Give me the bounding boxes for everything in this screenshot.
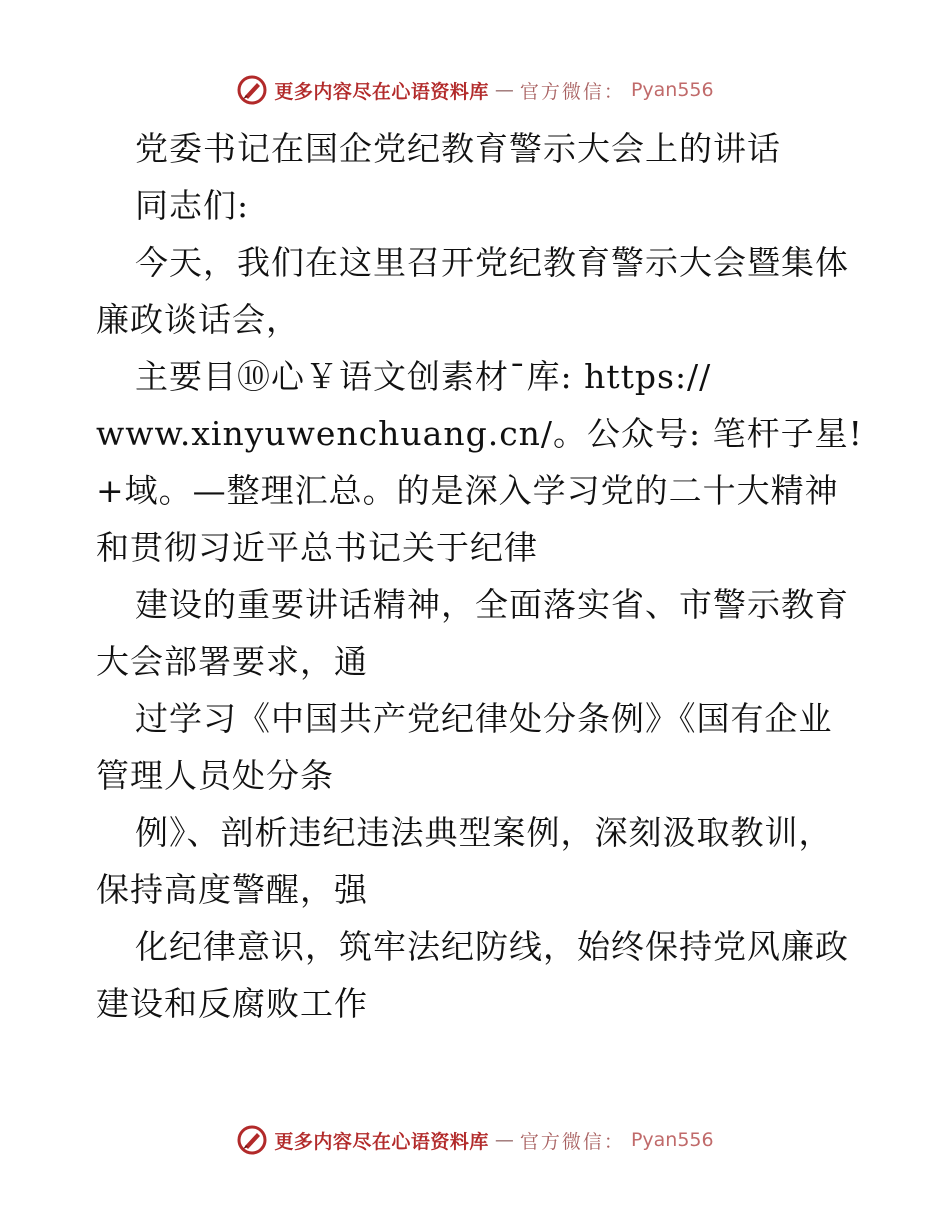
paragraph-line: 今天，我们在这里召开党纪教育警示大会暨集体	[135, 243, 849, 282]
banner-wechat-id: Pyan556	[630, 79, 714, 101]
document-body	[96, 120, 863, 1032]
header-banner-inner	[236, 74, 713, 106]
header-banner	[0, 70, 950, 110]
banner-brand-text: 更多内容尽在心语资料库	[274, 80, 489, 103]
banner-wechat-id: Pyan556	[630, 1129, 714, 1151]
footer-banner-inner	[236, 1124, 713, 1156]
banner-dash: —	[494, 79, 514, 101]
paragraph-line: 和贯彻习近平总书记关于纪律	[96, 528, 538, 567]
paragraph-line: 建设的重要讲话精神，全面落实省、市警示教育	[135, 585, 849, 624]
paragraph-line: 大会部署要求，通	[96, 642, 368, 681]
banner-official-label: 官方微信：	[519, 1130, 625, 1153]
paragraph-line: 主要目⑩心￥语文创素材¯库: https://	[135, 357, 712, 396]
paragraph-line: 管理人员处分条	[96, 756, 334, 795]
paragraph-line: +域。—整理汇总。的是深入学习党的二十大精神	[96, 471, 839, 510]
paragraph-line: 过学习《中国共产党纪律处分条例》《国有企业	[135, 699, 833, 738]
document-title: 党委书记在国企党纪教育警示大会上的讲话	[135, 129, 781, 168]
paragraph-line: 例》、剖析违纪违法典型案例，深刻汲取教训，	[135, 813, 833, 852]
paragraph-line: www.xinyuwenchuang.cn/。公众号: 笔杆子星!	[96, 414, 863, 453]
brand-logo-icon	[236, 74, 268, 106]
paragraph-line: 化纪律意识，筑牢法纪防线，始终保持党风廉政	[135, 927, 849, 966]
paragraph-line: 建设和反腐败工作	[96, 984, 368, 1023]
banner-brand-text: 更多内容尽在心语资料库	[274, 1130, 489, 1153]
salutation: 同志们:	[135, 186, 250, 225]
banner-official-label: 官方微信：	[519, 80, 625, 103]
paragraph-line: 保持高度警醒，强	[96, 870, 368, 909]
paragraph-line: 廉政谈话会，	[96, 300, 300, 339]
banner-dash: —	[494, 1129, 514, 1151]
brand-logo-icon	[236, 1124, 268, 1156]
footer-banner	[0, 1120, 950, 1160]
